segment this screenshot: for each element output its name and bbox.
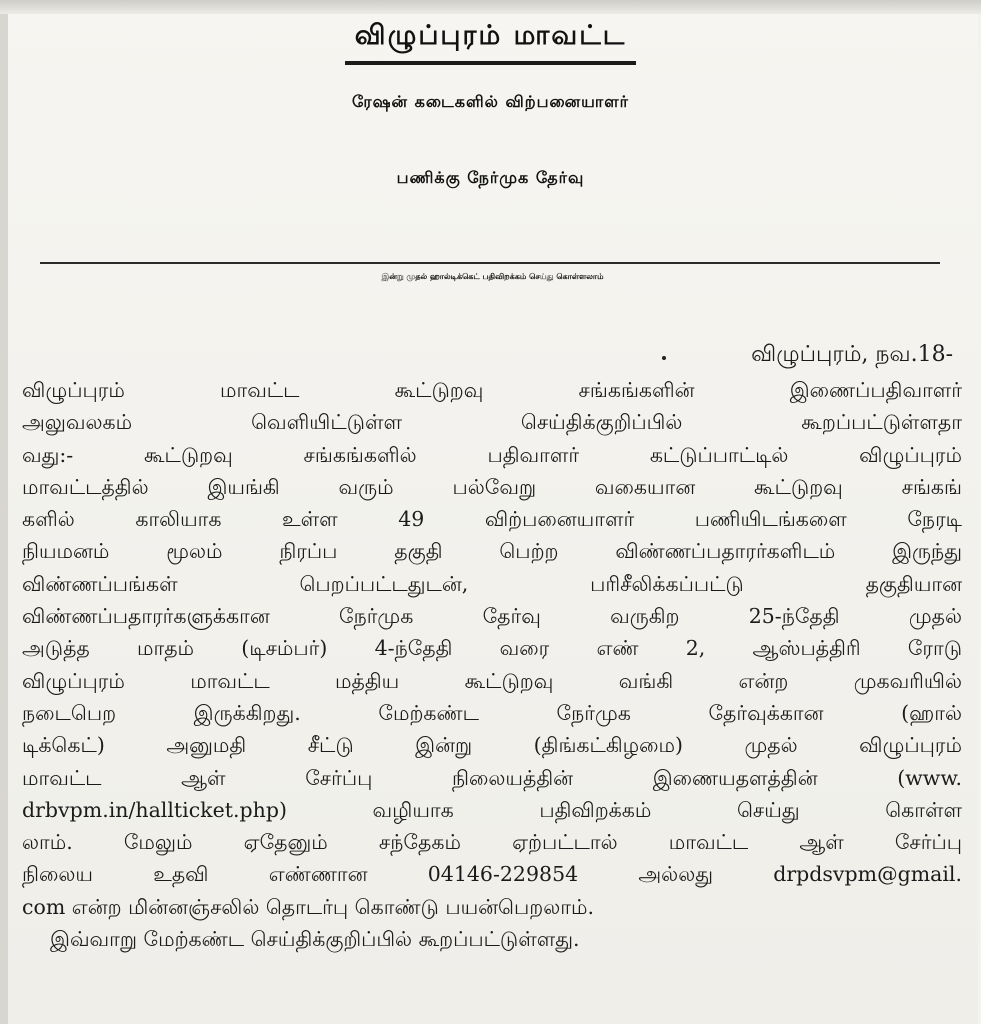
body-line: விழுப்புரம் மாவட்ட மத்திய கூட்டுறவு வங்கி என்ற முகவரியில் [22,668,962,693]
dateline: விழுப்புரம், நவ.18- [751,342,953,367]
body-line: நிலைய உதவி எண்ணான 04146-229854 அல்லது drpdsvpm@gmail. [22,862,962,887]
body-line: மாவட்ட ஆள் சேர்ப்பு நிலையத்தின் இணையதளத்தின் (www. [22,765,962,790]
headline-line-2: பணிக்கு நேர்முக தேர்வு [396,168,585,187]
body-line: மாவட்டத்தில் இயங்கி வரும் பல்வேறு வகையான கூட்டுறவு சங்கங் [22,474,962,499]
body-line: அலுவலகம் வெளியிட்டுள்ள செய்திக்குறிப்பில் கூறப்பட்டுள்ளதா [22,410,962,435]
page-edge-top [0,0,981,14]
headline-line-1: ரேஷன் கடைகளில் விற்பனையாளர் [351,92,630,111]
body-line: களில் காலியாக உள்ள 49 விற்பனையாளர் பணியிடங்களை நேரடி [22,507,962,532]
body-line: டிக்கெட்) அனுமதி சீட்டு இன்று (திங்கட்கிழமை) முதல் விழுப்புரம் [22,733,962,758]
divider-rule-top [40,262,940,264]
body-line: விழுப்புரம் மாவட்ட கூட்டுறவு சங்கங்களின் இணைப்பதிவாளர் [22,378,962,402]
body-line: drbvpm.in/hallticket.php) வழியாக பதிவிறக்கம் செய்து கொள்ள [22,797,962,822]
body-line: விண்ணப்பதாரர்களுக்கான நேர்முக தேர்வு வருகிற 25-ந்தேதி முதல் [22,604,962,629]
body-line: விண்ணப்பங்கள் பெறப்பட்டதுடன், பரிசீலிக்கப்பட்டு தகுதியான [22,571,962,596]
body-line: அடுத்த மாதம் (டிசம்பர்) 4-ந்தேதி வரை எண் 2, ஆஸ்பத்திரி ரோடு [22,636,962,661]
body-line: நியமனம் மூலம் நிரப்ப தகுதி பெற்ற விண்ணப்பதாரர்களிடம் இருந்து [22,539,962,564]
article-body [22,374,962,955]
body-line: லாம். மேலும் ஏதேனும் சந்தேகம் ஏற்பட்டால் மாவட்ட ஆள் சேர்ப்பு [22,830,962,855]
page-edge-left [0,0,8,1024]
kicker-label: விழுப்புரம் மாவட்ட [345,20,636,65]
body-line-closing: இவ்வாறு மேற்கண்ட செய்திக்குறிப்பில் கூறப்பட்டுள்ளது. [50,927,580,952]
body-line: வது:- கூட்டுறவு சங்கங்களில் பதிவாளர் கட்டுப்பாட்டில் விழுப்புரம் [22,442,962,467]
kicker-wrapper [0,20,981,65]
dateline-dot [662,356,666,360]
body-line: com என்ற மின்னஞ்சலில் தொடர்பு கொண்டு பயன்பெறலாம். [22,894,594,919]
body-line: நடைபெற இருக்கிறது. மேற்கண்ட நேர்முக தேர்வுக்கான (ஹால் [22,700,962,725]
subheadline: இன்று முதல் ஹால்டிக்கெட் பதிவிறக்கம் செய்து கொள்ளலாம் [381,272,604,281]
